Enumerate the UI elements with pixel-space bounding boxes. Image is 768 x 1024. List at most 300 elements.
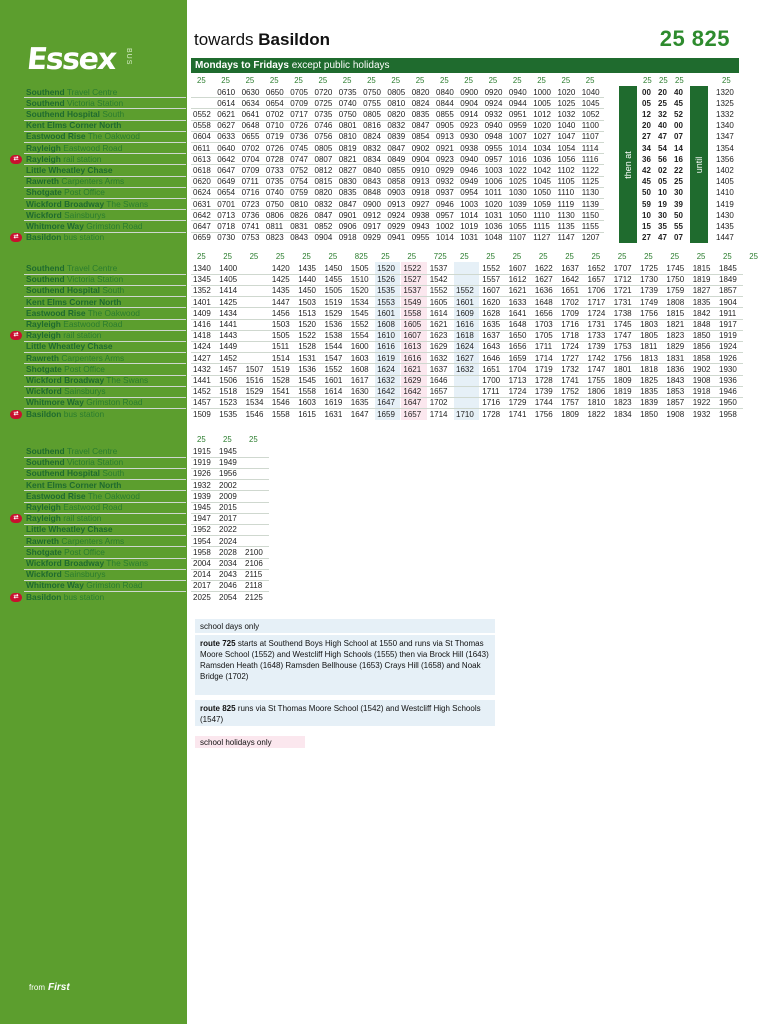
departure-time: 1531 bbox=[298, 353, 316, 363]
stop-area: Southend Hospital bbox=[26, 108, 100, 119]
departure-time: 1054 bbox=[557, 143, 576, 153]
minutes-past-hour: 10 bbox=[642, 210, 651, 220]
departure-time: 1528 bbox=[271, 376, 290, 385]
departure-time: 0611 bbox=[193, 143, 211, 153]
departure-time: 0705 bbox=[290, 87, 308, 97]
stop-name bbox=[26, 536, 124, 547]
departure-time: 0914 bbox=[460, 109, 479, 119]
departure-time: 0938 bbox=[411, 210, 430, 220]
departure-time: 0951 bbox=[508, 109, 527, 119]
departure-time: 1657 bbox=[429, 387, 448, 397]
departure-time: 1511 bbox=[271, 342, 290, 352]
departure-time: 1624 bbox=[456, 342, 474, 352]
departure-time: 1402 bbox=[716, 165, 734, 175]
departure-time: 1946 bbox=[719, 387, 737, 397]
stop-area: Southend Hospital bbox=[26, 468, 100, 479]
departure-time: 0900 bbox=[460, 87, 479, 97]
departure-time: 1624 bbox=[377, 364, 395, 374]
departure-time: 0940 bbox=[460, 154, 479, 164]
departure-time: 0948 bbox=[484, 132, 503, 142]
departure-time: 1014 bbox=[508, 143, 527, 153]
stop-area: Southend bbox=[26, 97, 65, 108]
stop-place: Sainsburys bbox=[64, 386, 106, 397]
departure-time: 0913 bbox=[411, 177, 430, 187]
departure-time: 0620 bbox=[193, 177, 211, 187]
departure-time: 1452 bbox=[219, 353, 238, 363]
departure-time: 1643 bbox=[482, 342, 501, 352]
stop-name bbox=[26, 569, 106, 580]
route-number-header: 25 bbox=[318, 75, 328, 85]
departure-time: 1020 bbox=[484, 199, 503, 209]
departure-time: 0843 bbox=[363, 177, 381, 187]
route-number-header: 25 bbox=[249, 435, 258, 444]
departure-time: 1050 bbox=[533, 188, 551, 198]
departure-time: 1616 bbox=[403, 353, 422, 363]
stop-area: Rayleigh bbox=[26, 153, 61, 164]
departure-time: 1709 bbox=[561, 308, 579, 318]
departure-time: 1340 bbox=[716, 121, 734, 131]
stop-area: Wickford bbox=[26, 209, 62, 220]
stop-name bbox=[26, 176, 124, 187]
stop-name bbox=[26, 386, 106, 397]
departure-time: 0618 bbox=[193, 165, 211, 175]
departure-time: 1107 bbox=[581, 132, 599, 142]
departure-time: 1821 bbox=[666, 320, 685, 329]
departure-time: 0920 bbox=[484, 87, 503, 97]
departure-time: 1516 bbox=[245, 376, 264, 385]
departure-time: 1127 bbox=[533, 233, 551, 243]
departure-time: 1958 bbox=[193, 547, 211, 557]
stop-name bbox=[26, 109, 124, 120]
departure-time: 0728 bbox=[265, 154, 284, 164]
departure-time: 1139 bbox=[581, 199, 599, 209]
stop-name bbox=[26, 330, 101, 341]
departure-time: 1457 bbox=[219, 364, 238, 374]
departure-time: 1414 bbox=[219, 286, 238, 296]
departure-time: 0736 bbox=[290, 132, 308, 142]
departure-time: 1503 bbox=[298, 297, 316, 307]
departure-time: 1435 bbox=[298, 264, 316, 273]
stop-area: Southend Hospital bbox=[26, 285, 100, 296]
stop-place: The Swans bbox=[106, 558, 149, 568]
departure-time: 1716 bbox=[561, 320, 579, 329]
departure-time: 0650 bbox=[265, 87, 284, 97]
departure-time: 0754 bbox=[290, 177, 308, 187]
departure-time: 1032 bbox=[557, 109, 576, 119]
departure-time: 1733 bbox=[587, 331, 606, 341]
departure-time: 0719 bbox=[265, 132, 284, 142]
departure-time: 0711 bbox=[241, 177, 259, 187]
departure-time: 1724 bbox=[508, 387, 527, 397]
departure-time: 1714 bbox=[534, 353, 553, 363]
departure-time: 2100 bbox=[245, 547, 263, 557]
departure-time: 1019 bbox=[460, 221, 479, 231]
operator-footer bbox=[29, 982, 70, 993]
departure-time: 0913 bbox=[387, 199, 406, 209]
minutes-past-hour: 50 bbox=[674, 210, 683, 220]
departure-time: 1114 bbox=[581, 143, 599, 153]
departure-time: 0604 bbox=[193, 132, 211, 142]
route-number-header: 25 bbox=[591, 252, 601, 261]
departure-time: 1918 bbox=[692, 387, 711, 397]
departure-time: 1642 bbox=[377, 387, 395, 397]
departure-time: 1110 bbox=[533, 210, 550, 220]
departure-time: 1544 bbox=[324, 342, 343, 352]
departure-time: 0906 bbox=[338, 221, 357, 231]
departure-time: 0740 bbox=[338, 98, 357, 108]
stop-area: Rayleigh bbox=[26, 502, 61, 512]
route-number-header: 825 bbox=[354, 252, 368, 261]
departure-time: 2022 bbox=[219, 525, 237, 535]
departure-time: 1116 bbox=[581, 154, 599, 164]
departure-time: 1714 bbox=[429, 409, 448, 419]
departure-time: 1130 bbox=[581, 188, 599, 198]
route-number-header: 25 bbox=[294, 75, 303, 85]
stop-name bbox=[26, 502, 122, 513]
departure-time: 0621 bbox=[217, 109, 236, 119]
departure-time: 0902 bbox=[411, 143, 430, 153]
departure-time: 0918 bbox=[338, 233, 357, 243]
departure-time: 1727 bbox=[561, 353, 579, 363]
minutes-past-hour: 45 bbox=[674, 98, 683, 108]
departure-time: 1646 bbox=[429, 376, 448, 385]
departure-time: 0820 bbox=[314, 188, 333, 198]
departure-time: 0904 bbox=[460, 98, 479, 108]
departure-time: 0847 bbox=[411, 121, 430, 131]
departure-time: 1450 bbox=[324, 264, 343, 273]
departure-time: 1721 bbox=[613, 286, 632, 296]
departure-time: 0905 bbox=[436, 121, 454, 131]
departure-time: 1623 bbox=[429, 331, 448, 341]
departure-time: 1915 bbox=[193, 447, 211, 456]
departure-time: 0654 bbox=[265, 98, 284, 108]
departure-time: 1125 bbox=[581, 177, 599, 187]
departure-time: 1155 bbox=[581, 221, 599, 231]
departure-time: 0923 bbox=[436, 154, 454, 164]
departure-time: 1741 bbox=[561, 376, 579, 385]
departure-time: 1739 bbox=[587, 342, 606, 352]
departure-time: 1048 bbox=[484, 233, 503, 243]
departure-time: 0647 bbox=[193, 221, 211, 231]
minutes-past-hour: 47 bbox=[658, 132, 667, 142]
departure-time: 0959 bbox=[508, 121, 527, 131]
departure-time: 0957 bbox=[436, 210, 454, 220]
departure-time: 0747 bbox=[290, 154, 308, 164]
rail-station-icon: ⇄ bbox=[10, 233, 22, 242]
departure-time: 0718 bbox=[217, 221, 236, 231]
departure-time: 1609 bbox=[456, 308, 474, 318]
stop-place: Sainsburys bbox=[64, 569, 106, 580]
departure-time: 0655 bbox=[241, 132, 260, 142]
departure-time: 1718 bbox=[561, 331, 579, 341]
departure-time: 1829 bbox=[666, 342, 685, 352]
route-number-header: 25 bbox=[197, 435, 206, 444]
departure-time: 1545 bbox=[350, 308, 369, 318]
departure-time: 1856 bbox=[692, 342, 711, 352]
departure-time: 0824 bbox=[363, 132, 381, 142]
stop-area: Rawreth bbox=[26, 176, 60, 187]
departure-time: 1637 bbox=[561, 264, 579, 273]
departure-time: 0805 bbox=[387, 87, 406, 97]
stop-area: Shotgate bbox=[26, 187, 62, 198]
route-number-header: 25 bbox=[696, 252, 706, 261]
departure-time: 1902 bbox=[692, 364, 711, 374]
departure-time: 1503 bbox=[271, 320, 290, 329]
departure-time: 0854 bbox=[411, 132, 430, 142]
departure-time: 1059 bbox=[533, 199, 551, 209]
departure-time: 1753 bbox=[613, 342, 632, 352]
stop-place: Travel Centre bbox=[66, 446, 118, 456]
departure-time: 1616 bbox=[456, 320, 474, 329]
route-numbers: 25 825 bbox=[659, 26, 730, 51]
departure-time: 1801 bbox=[613, 364, 632, 374]
days-band bbox=[191, 58, 739, 73]
departure-time: 1130 bbox=[557, 210, 575, 220]
departure-time: 1756 bbox=[534, 409, 553, 419]
stop-name bbox=[26, 120, 121, 131]
departure-time: 0725 bbox=[314, 98, 333, 108]
departure-time: 0954 bbox=[460, 188, 479, 198]
departure-time: 1651 bbox=[482, 364, 501, 374]
departure-time: 1627 bbox=[534, 275, 553, 285]
minutes-past-hour: 27 bbox=[642, 233, 651, 243]
route-number-header: 25 bbox=[221, 75, 230, 85]
stop-name bbox=[26, 468, 124, 479]
departure-time: 1647 bbox=[350, 409, 369, 419]
departure-time: 0810 bbox=[338, 132, 357, 142]
stop-name bbox=[26, 457, 123, 468]
stop-name bbox=[26, 308, 140, 319]
stop-area: Little Wheatley Chase bbox=[26, 164, 113, 175]
departure-time: 1810 bbox=[587, 398, 606, 408]
departure-time: 0627 bbox=[217, 121, 236, 131]
departure-time: 0702 bbox=[241, 143, 260, 153]
departure-time: 1657 bbox=[403, 409, 422, 419]
departure-time: 0750 bbox=[338, 109, 357, 119]
stop-place: Eastwood Road bbox=[63, 319, 123, 329]
departure-time: 1949 bbox=[219, 458, 237, 468]
departure-time: 1834 bbox=[613, 409, 632, 419]
stop-place: Post Office bbox=[64, 546, 105, 557]
departure-time: 1352 bbox=[193, 286, 211, 296]
stop-name bbox=[26, 297, 121, 308]
route-number-header: 25 bbox=[249, 252, 259, 261]
minutes-past-hour: 30 bbox=[674, 188, 683, 198]
route-number-header: 25 bbox=[723, 252, 732, 261]
departure-time: 2004 bbox=[193, 559, 211, 568]
departure-time: 1622 bbox=[534, 264, 553, 273]
departure-time: 0811 bbox=[265, 221, 284, 231]
departure-time: 1926 bbox=[719, 353, 737, 363]
departure-time: 1620 bbox=[482, 297, 501, 307]
stop-area: Basildon bbox=[26, 232, 62, 243]
departure-time: 1405 bbox=[219, 275, 238, 285]
departure-time: 1147 bbox=[557, 233, 575, 243]
route-number-header: 25 bbox=[328, 252, 338, 261]
departure-time: 1926 bbox=[193, 469, 211, 479]
departure-time: 1042 bbox=[533, 165, 551, 175]
minutes-past-hour: 50 bbox=[642, 188, 651, 198]
stop-place: bus station bbox=[63, 232, 105, 243]
departure-time: 1424 bbox=[193, 342, 211, 352]
departure-time: 0852 bbox=[314, 221, 333, 231]
departure-time: 1630 bbox=[350, 387, 369, 397]
departure-time: 1619 bbox=[377, 353, 395, 363]
departure-time: 1416 bbox=[193, 320, 211, 329]
departure-time: 0812 bbox=[314, 165, 333, 175]
stop-place: The Swans bbox=[106, 198, 149, 209]
departure-time: 1707 bbox=[613, 264, 632, 273]
departure-time: 1958 bbox=[719, 409, 737, 419]
stop-name bbox=[26, 592, 104, 603]
departure-time: 1513 bbox=[298, 308, 316, 318]
departure-time: 1615 bbox=[298, 409, 316, 419]
departure-time: 0750 bbox=[265, 199, 284, 209]
departure-time: 0921 bbox=[436, 143, 454, 153]
stop-area: Shotgate bbox=[26, 546, 62, 557]
minutes-past-hour: 39 bbox=[674, 199, 683, 209]
stop-name bbox=[26, 154, 101, 165]
departure-time: 1924 bbox=[719, 342, 737, 352]
departure-time: 0949 bbox=[460, 177, 479, 187]
stop-area: Kent Elms Corner North bbox=[26, 120, 122, 131]
stop-name bbox=[26, 143, 122, 154]
minutes-past-hour: 56 bbox=[658, 154, 667, 164]
departure-time: 0858 bbox=[387, 177, 406, 187]
departure-time: 1635 bbox=[350, 398, 369, 408]
departure-time: 1419 bbox=[716, 199, 734, 209]
departure-time: 1449 bbox=[219, 342, 238, 352]
departure-time: 1506 bbox=[219, 376, 238, 385]
departure-time: 1831 bbox=[666, 353, 685, 363]
departure-time: 1835 bbox=[692, 297, 711, 307]
departure-time: 1825 bbox=[640, 376, 658, 385]
departure-time: 1749 bbox=[640, 297, 658, 307]
departure-time: 1610 bbox=[377, 331, 395, 341]
departure-time: 1932 bbox=[193, 480, 211, 490]
departure-time: 1805 bbox=[640, 331, 658, 341]
departure-time: 0741 bbox=[241, 221, 260, 231]
departure-time: 2046 bbox=[219, 581, 237, 591]
minutes-past-hour: 10 bbox=[658, 188, 667, 198]
departure-time: 1603 bbox=[298, 398, 316, 408]
departure-time: 1747 bbox=[613, 331, 632, 341]
departure-time: 1405 bbox=[716, 177, 734, 187]
departure-time: 0900 bbox=[363, 199, 381, 209]
route-number-header: 25 bbox=[585, 75, 595, 85]
departure-time: 1034 bbox=[533, 143, 551, 153]
departure-time: 0640 bbox=[217, 143, 236, 153]
departure-time: 1040 bbox=[557, 121, 576, 131]
stop-name bbox=[26, 98, 123, 109]
departure-time: 1745 bbox=[613, 320, 632, 329]
departure-time: 1535 bbox=[377, 286, 395, 296]
departure-time: 1519 bbox=[271, 364, 290, 374]
departure-time: 1047 bbox=[557, 132, 576, 142]
minutes-past-hour: 40 bbox=[658, 121, 667, 131]
departure-time: 1815 bbox=[692, 264, 711, 273]
departure-time: 1332 bbox=[716, 109, 734, 119]
departure-time: 1529 bbox=[324, 308, 343, 318]
departure-time: 1600 bbox=[350, 342, 369, 352]
stop-area: Southend bbox=[26, 446, 65, 456]
route-725-note bbox=[195, 635, 495, 695]
departure-time: 1635 bbox=[482, 320, 501, 329]
stop-area: Rawreth bbox=[26, 535, 60, 546]
departure-time: 1809 bbox=[613, 376, 632, 385]
stop-area: Southend bbox=[26, 457, 65, 468]
route-number-header: 25 bbox=[670, 252, 680, 261]
departure-time: 1340 bbox=[193, 264, 211, 273]
departure-time: 1557 bbox=[482, 275, 501, 285]
departure-time: 1055 bbox=[508, 221, 527, 231]
departure-time: 0642 bbox=[217, 154, 236, 164]
minutes-past-hour: 45 bbox=[642, 177, 651, 187]
route-825-text: runs via St Thomas Moore School (1542) and Westcliff High Schools (1547) bbox=[200, 704, 481, 724]
route-number-header: 25 bbox=[440, 75, 449, 85]
departure-time: 1456 bbox=[271, 308, 290, 318]
route-number-header: 25 bbox=[512, 252, 522, 261]
departure-time: 1612 bbox=[508, 275, 527, 285]
departure-time: 0815 bbox=[314, 177, 333, 187]
route-number-header: 25 bbox=[644, 252, 653, 261]
stop-name bbox=[26, 375, 148, 386]
departure-time: 0756 bbox=[314, 132, 333, 142]
departure-time: 0910 bbox=[411, 165, 430, 175]
departure-time: 0816 bbox=[363, 121, 381, 131]
departure-time: 0631 bbox=[193, 199, 211, 209]
minutes-past-hour: 54 bbox=[658, 143, 667, 153]
departure-time: 1731 bbox=[613, 297, 632, 307]
departure-time: 0709 bbox=[241, 165, 260, 175]
departure-time: 0735 bbox=[314, 109, 333, 119]
departure-time: 1522 bbox=[403, 264, 422, 273]
stop-area: Rawreth bbox=[26, 352, 60, 363]
departure-time: 0634 bbox=[241, 98, 260, 108]
departure-time: 1647 bbox=[403, 398, 422, 408]
departure-time: 1520 bbox=[350, 286, 369, 296]
departure-time: 2025 bbox=[193, 592, 211, 602]
stop-name bbox=[26, 187, 105, 198]
departure-time: 1039 bbox=[508, 199, 527, 209]
departure-time: 0730 bbox=[217, 233, 236, 243]
minutes-past-hour: 25 bbox=[674, 177, 683, 187]
departure-time: 1919 bbox=[193, 458, 211, 468]
departure-time: 1641 bbox=[508, 308, 527, 318]
minutes-past-hour: 15 bbox=[642, 221, 651, 231]
departure-time: 1025 bbox=[557, 98, 576, 108]
stop-name bbox=[26, 210, 106, 221]
departure-time: 1552 bbox=[482, 264, 501, 273]
departure-time: 0654 bbox=[217, 188, 236, 198]
stop-area: Eastwood Rise bbox=[26, 131, 86, 142]
departure-time: 1850 bbox=[640, 409, 658, 419]
departure-time: 1952 bbox=[193, 525, 211, 535]
departure-time: 1633 bbox=[508, 297, 527, 307]
departure-time: 1546 bbox=[245, 409, 264, 419]
departure-time: 0701 bbox=[217, 199, 236, 209]
departure-time: 0726 bbox=[290, 121, 308, 131]
departure-time: 1939 bbox=[193, 491, 211, 501]
departure-time: 1440 bbox=[298, 275, 316, 285]
departure-time: 1452 bbox=[193, 387, 211, 397]
departure-time: 0649 bbox=[217, 177, 236, 187]
departure-time: 0847 bbox=[338, 199, 357, 209]
departure-time: 1547 bbox=[324, 353, 343, 363]
stop-place: Sainsburys bbox=[64, 209, 106, 220]
departure-time: 1425 bbox=[271, 275, 290, 285]
departure-time: 0849 bbox=[387, 154, 406, 164]
